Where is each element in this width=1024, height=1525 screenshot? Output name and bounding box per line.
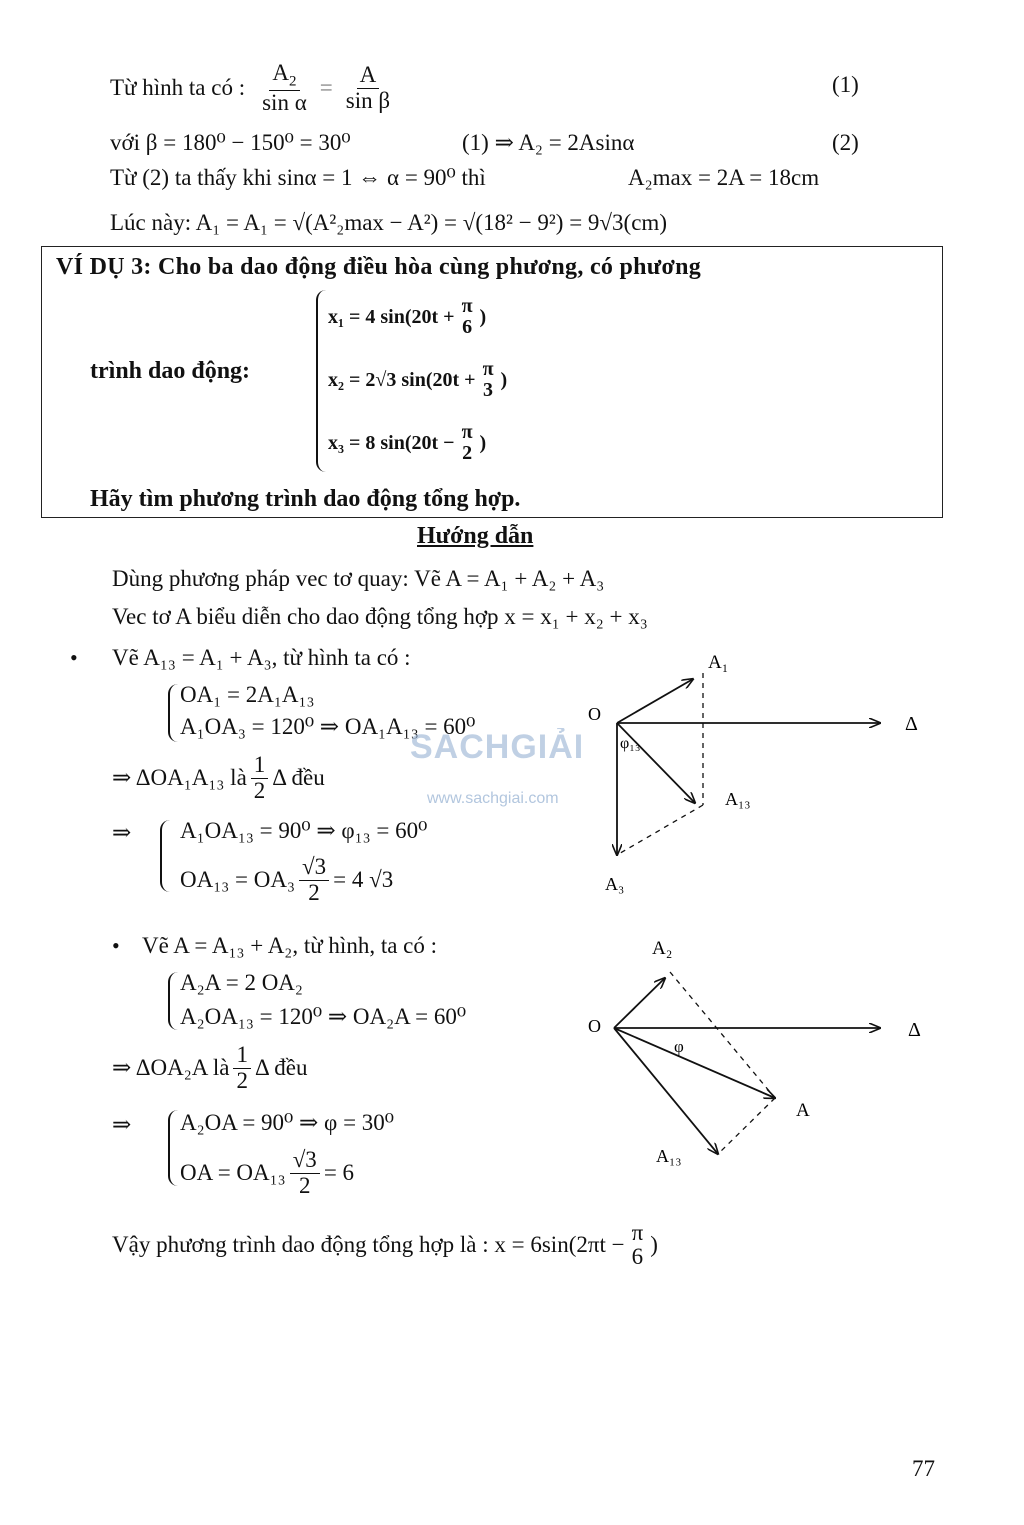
system-1-d: A₁OA₁₃ = 90⁰ ⇒ φ₁₃ = 60⁰ xyxy=(180,818,428,843)
dashed-a2-a xyxy=(670,972,775,1098)
label-a2: A₂ xyxy=(652,938,673,959)
bullet-1-text: Vẽ A₁₃ = A₁ + A₃, từ hình ta có : xyxy=(112,645,411,670)
vector-a1 xyxy=(617,679,693,723)
guide-line-2: Vec tơ A biểu diễn cho dao động tổng hợp x = x₁ + x₂ + x₃ xyxy=(112,604,648,629)
system-2-d: A₂OA = 90⁰ ⇒ φ = 30⁰ xyxy=(180,1110,395,1135)
label-phi13: φ₁₃ xyxy=(620,735,641,752)
vector-a13-2 xyxy=(614,1028,718,1154)
bullet-dot-2: • xyxy=(112,933,120,958)
vector-diagram-2 xyxy=(590,928,940,1173)
fraction-a-sinbeta: $\frac{A}{\text{sin β}}$ xyxy=(345,62,391,113)
label-origin-1: O xyxy=(588,704,601,724)
dashed-a13-a3 xyxy=(617,805,703,855)
label-a13: A₁₃ xyxy=(725,789,751,809)
system-2-brace xyxy=(160,820,170,892)
system-1-e: OA₁₃ = OA₃ $\frac{√3}{2}$ = 4 √3 xyxy=(180,854,394,905)
watermark-logo: SACHGIẢI xyxy=(410,728,585,766)
arrow-implies-1: ⇒ xyxy=(112,820,132,845)
arrow-implies-2: ⇒ xyxy=(112,1112,132,1137)
example-task: Hãy tìm phương trình dao động tổng hợp. xyxy=(90,486,521,512)
label-a1: A₁ xyxy=(708,652,729,673)
vector-a xyxy=(614,1028,775,1098)
system-2-e: OA = OA₁₃ $\frac{√3}{2}$ = 6 xyxy=(180,1147,355,1198)
dashed-a-a13 xyxy=(718,1098,775,1154)
system-3-brace xyxy=(168,972,178,1030)
top-line-2-mid: (1) ⇒ A₂ = 2Asinα xyxy=(462,130,635,155)
top-line-2: với β = 180⁰ − 150⁰ = 30⁰ xyxy=(110,130,351,155)
top-line-4: Lúc này: A₁ = A₁ = √(A²₂max − A²) = √(18² − 9²) = 9√3(cm) xyxy=(110,210,667,235)
system-4-brace xyxy=(168,1110,178,1186)
label-a3: A₃ xyxy=(605,874,625,894)
label-axis-1: Δ xyxy=(905,713,918,735)
top-line-3-tail: A₂max = 2A = 18cm xyxy=(628,165,820,190)
example-heading: VÍ DỤ 3: Cho ba dao động điều hòa cùng phương, có phương xyxy=(56,254,702,280)
equation-x1: x₁ = 4 sin(20t + π 6 ) xyxy=(328,295,487,338)
system-2-c: ⇒ ΔOA₂A là $\frac{1}{2}$ Δ đều xyxy=(112,1042,308,1093)
system-1-c: ⇒ ΔOA₁A₁₃ là $\frac{1}{2}$ Δ đều xyxy=(112,752,325,803)
bullet-dot: • xyxy=(70,645,78,670)
equation-ref-1: (1) xyxy=(832,72,859,97)
equation-system-brace xyxy=(316,290,328,472)
equation-ref-2: (2) xyxy=(832,130,859,155)
vector-a2 xyxy=(614,978,665,1028)
label-a: A xyxy=(796,1100,810,1121)
text: Từ hình ta có : xyxy=(110,75,246,100)
watermark-url: www.sachgiai.com xyxy=(427,790,559,807)
system-2-a: A₂A = 2 OA₂ xyxy=(180,970,303,995)
guide-title: Hướng dẫn xyxy=(417,523,534,549)
top-line-3: Từ (2) ta thấy khi sinα = 1 ⇔ α = 90⁰ thì xyxy=(110,165,486,190)
conclusion: Vậy phương trình dao động tổng hợp là : x = 6sin(2πt − π 6 ) xyxy=(112,1219,658,1269)
label-phi: φ xyxy=(674,1037,684,1056)
system-2-b: A₂OA₁₃ = 120⁰ ⇒ OA₂A = 60⁰ xyxy=(180,1004,467,1029)
page-number: 77 xyxy=(912,1456,935,1481)
system-1-b: A₁OA₃ = 120⁰ ⇒ OA₁A₁₃ = 60⁰ xyxy=(180,714,476,739)
fraction-a2-sinalpha: $\frac{A_2}{\text{sin α}}$ xyxy=(262,59,307,116)
vector-diagram-1 xyxy=(590,640,940,905)
guide-line-1: Dùng phương pháp vec tơ quay: Vẽ A = A₁ + A₂ + A₃ xyxy=(112,566,605,591)
label-origin-2: O xyxy=(588,1016,601,1036)
label-axis-2: Δ xyxy=(908,1019,921,1041)
system-1-a: OA₁ = 2A₁A₁₃ xyxy=(180,682,315,707)
equation-x3: x₃ = 8 sin(20t − π 2 ) xyxy=(328,421,487,464)
system-1-brace xyxy=(168,684,178,742)
equation-x2: x₂ = 2√3 sin(20t + π 3 ) xyxy=(328,358,508,401)
label-a13-2: A₁₃ xyxy=(656,1146,682,1166)
top-line-1: Từ hình ta có : $\frac{A_2}{\text{sin α}}$ = $\frac{A}{\text{sin β}}$ xyxy=(110,58,397,118)
example-label: trình dao động: xyxy=(90,358,251,384)
bullet-2-text: Vẽ A = A₁₃ + A₂, từ hình, ta có : xyxy=(142,933,438,958)
